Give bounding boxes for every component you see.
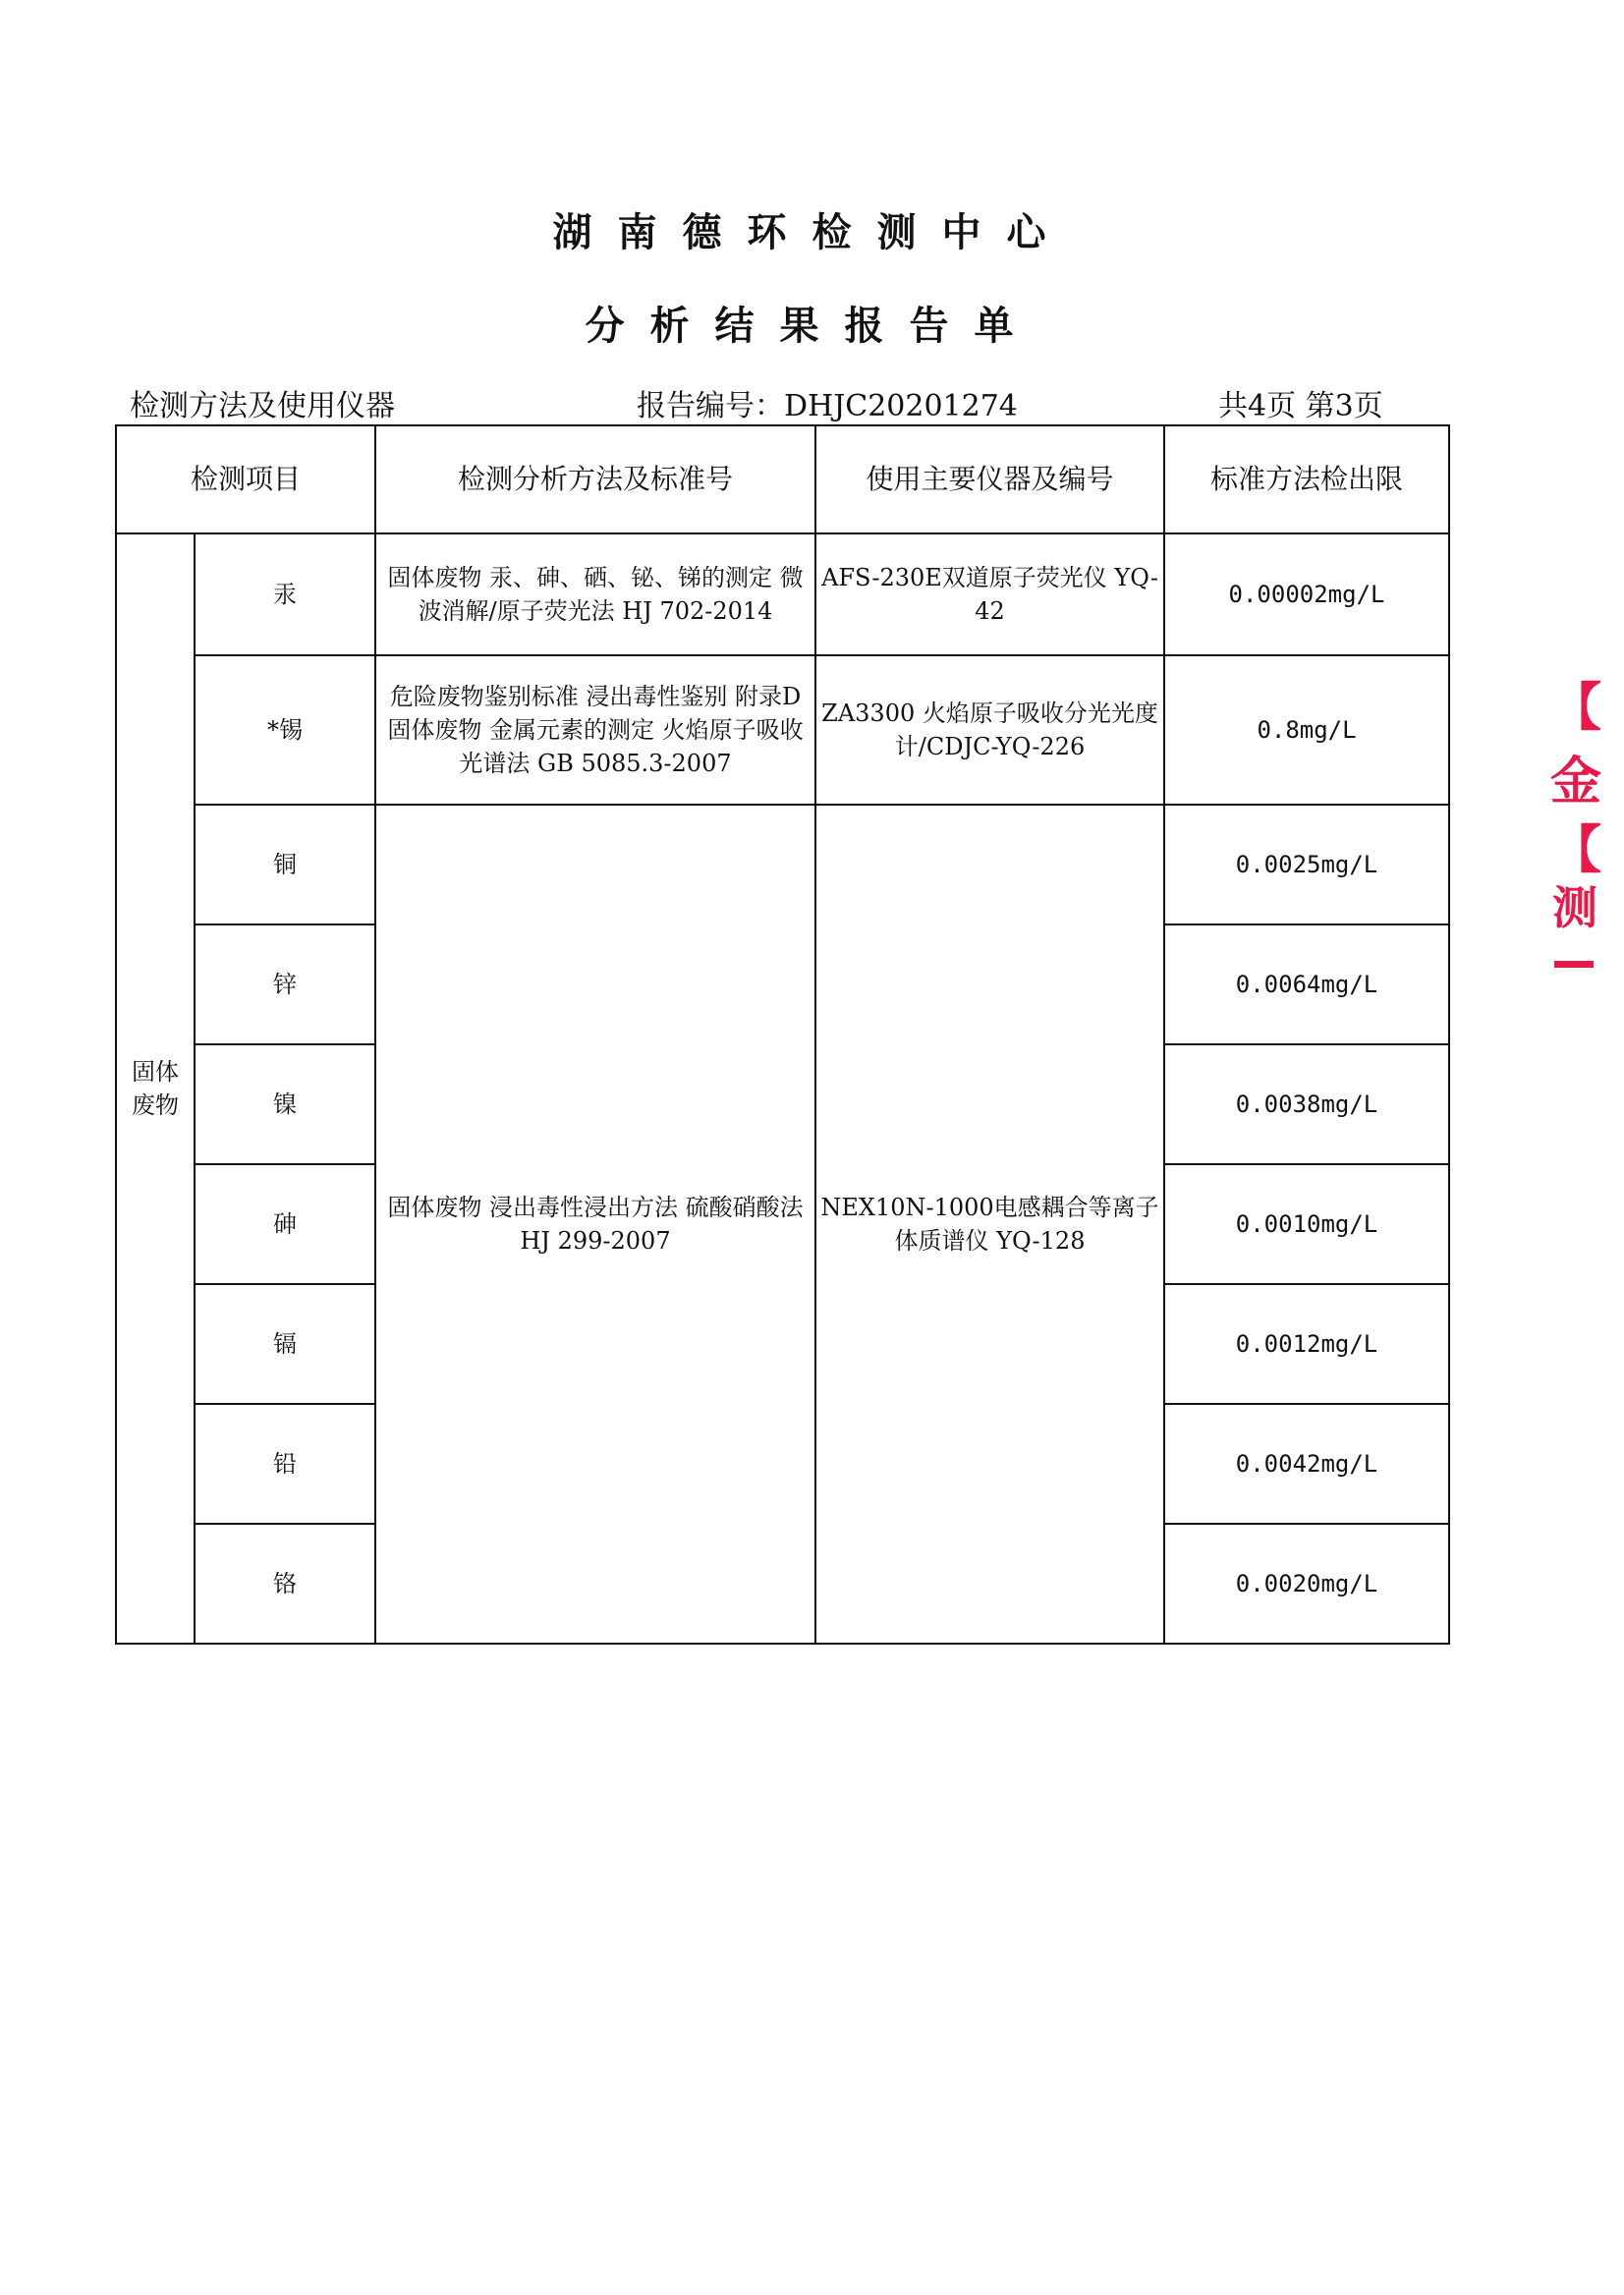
- item-cell: *锡: [195, 655, 375, 805]
- org-title: 湖南德环检测中心: [552, 210, 1072, 255]
- item-cell: 镍: [195, 1044, 375, 1164]
- report-title: 分析结果报告单: [585, 304, 1039, 349]
- merged-instrument-cell: NEX10N-1000电感耦合等离子体质谱仪 YQ-128: [815, 805, 1164, 1644]
- limit-cell: 0.0012mg/L: [1164, 1284, 1449, 1404]
- table-row: [116, 533, 1449, 655]
- item-cell: 汞: [195, 533, 375, 655]
- item-cell: 砷: [195, 1164, 375, 1284]
- item-cell: 铜: [195, 805, 375, 924]
- limit-cell: 0.0010mg/L: [1164, 1164, 1449, 1284]
- header-instrument: 使用主要仪器及编号: [815, 425, 1164, 533]
- limit-cell: 0.0042mg/L: [1164, 1404, 1449, 1524]
- table-row: [116, 805, 1449, 924]
- limit-cell: 0.00002mg/L: [1164, 533, 1449, 655]
- category-cell: [116, 533, 195, 1644]
- instrument-cell: ZA3300 火焰原子吸收分光光度计/CDJC-YQ-226: [815, 655, 1164, 805]
- limit-cell: 0.0020mg/L: [1164, 1524, 1449, 1644]
- stamp-bar: [1554, 961, 1594, 968]
- page-info: 共4页 第3页: [1218, 389, 1383, 423]
- header-method: 检测分析方法及标准号: [375, 425, 815, 533]
- limit-cell: 0.0038mg/L: [1164, 1044, 1449, 1164]
- seal-stamp-fragment: [1550, 666, 1602, 980]
- report-number: 报告编号：DHJC20201274: [637, 389, 1018, 423]
- category-label: 固体 废物: [132, 1058, 179, 1119]
- stamp-glyph: 测: [1552, 881, 1597, 934]
- limit-cell: 0.0025mg/L: [1164, 805, 1449, 924]
- limit-cell: 0.0064mg/L: [1164, 924, 1449, 1044]
- method-cell: 危险废物鉴别标准 浸出毒性鉴别 附录D 固体废物 金属元素的测定 火焰原子吸收光谱法 GB 5085.3-2007: [375, 655, 815, 805]
- table-row: [116, 655, 1449, 805]
- results-table: [115, 424, 1450, 1645]
- stamp-glyph: 【 金: [1550, 679, 1602, 812]
- method-cell: 固体废物 汞、砷、硒、铋、锑的测定 微波消解/原子荧光法 HJ 702-2014: [375, 533, 815, 655]
- item-cell: 铅: [195, 1404, 375, 1524]
- header-item: 检测项目: [116, 425, 375, 533]
- instrument-cell: AFS-230E双道原子荧光仪 YQ-42: [815, 533, 1164, 655]
- table-header-row: [116, 425, 1449, 533]
- header-limit: 标准方法检出限: [1164, 425, 1449, 533]
- merged-method-cell: 固体废物 浸出毒性浸出方法 硫酸硝酸法 HJ 299-2007: [375, 805, 815, 1644]
- limit-cell: 0.8mg/L: [1164, 655, 1449, 805]
- section-label: 检测方法及使用仪器: [130, 389, 395, 423]
- item-cell: 镉: [195, 1284, 375, 1404]
- item-cell: 锌: [195, 924, 375, 1044]
- item-cell: 铬: [195, 1524, 375, 1644]
- stamp-glyph: 【: [1550, 821, 1602, 880]
